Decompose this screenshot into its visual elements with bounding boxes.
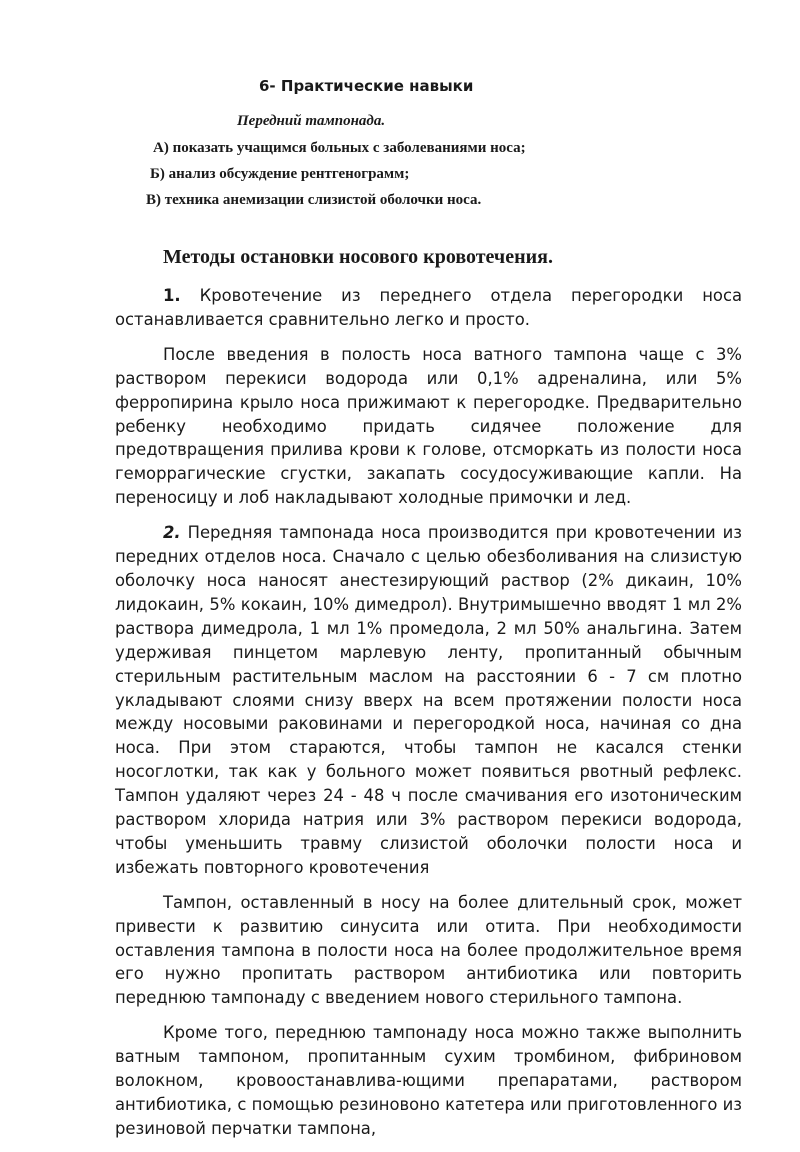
paragraph-5 [115,1021,742,1141]
paragraph-1-number: 1. [163,286,181,305]
task-item-a: А) показать учащимся больных с заболеваниями носа; [153,140,526,156]
paragraph-3-text: Передняя тампонада носа производится при кровотечении из передних отделов носа. Сначало с целью обезболивания на слизистую оболочку носа наносят анестезирующий раствор (2% дикаин, 10% лидокаин, 5% кокаин, 10% димедрол). Внутримышечно вводят 1 мл 2% раствора димедрола, 1 мл 1% промедола, 2 мл 50% анальгина. Затем удерживая пинцетом марлевую ленту, пропитанный обычным стерильным растительным маслом на расстоянии 6 - 7 см плотно укладывают слоями снизу вверх на всем протяжении полости носа между носовыми раковинами и перегородкой носа, начиная со дна носа. При этом стараются, чтобы тампон не касался стенки носоглотки, так как у больного может появиться рвотный рефлекс. Тампон удаляют через 24 - 48 ч после смачивания его изотоническим раствором хлорида натрия или 3% раствором перекиси водорода, чтобы уменьшить травму слизистой оболочки полости носа и избежать повторного кровотечения [115,523,742,877]
paragraph-3-number: 2. [163,523,181,543]
paragraph-1 [115,284,742,332]
task-item-c: В) техника анемизации слизистой оболочки носа. [146,192,482,208]
paragraph-1-text: Кровотечение из переднего отдела перегородки носа останавливается сравнительно легко и просто. [115,286,742,329]
paragraph-3 [115,521,742,880]
task-item-b: Б) анализ обсуждение рентгенограмм; [150,166,410,182]
body-text [115,284,742,1152]
paragraph-2 [115,343,742,510]
paragraph-2-text: После введения в полость носа ватного тампона чаще с 3% раствором перекиси водорода или 0,1% адреналина, или 5% ферропирина крыло носа прижимают к перегородке. Предварительно ребенку необходимо придать сидячее положение для предотвращения прилива крови к голове, отсморкать из полости носа геморрагические сгустки, закапать сосудосуживающие капли. На переносицу и лоб накладывают холодные примочки и лед. [115,344,742,508]
page-title: 6- Практические навыки [259,77,474,95]
section-heading: Методы остановки носового кровотечения. [163,246,553,268]
page-subtitle: Передний тампонада. [237,113,386,129]
paragraph-4 [115,891,742,1011]
paragraph-4-text: Тампон, оставленный в носу на более длительный срок, может привести к развитию синусита или отита. При необходимости оставления тампона в полости носа на более продолжительное время его нужно пропитать раствором антибиотика или повторить переднюю тампонаду с введением нового стерильного тампона. [115,892,742,1008]
paragraph-5-text: Кроме того, переднюю тампонаду носа можно также выполнить ватным тампоном, пропитанным сухим тромбином, фибриновом волокном, кровоостанавлива-ющими препаратами, раствором антибиотика, с помощью резиновоно катетера или приготовленного из резиновой перчатки тампона, [115,1023,742,1138]
